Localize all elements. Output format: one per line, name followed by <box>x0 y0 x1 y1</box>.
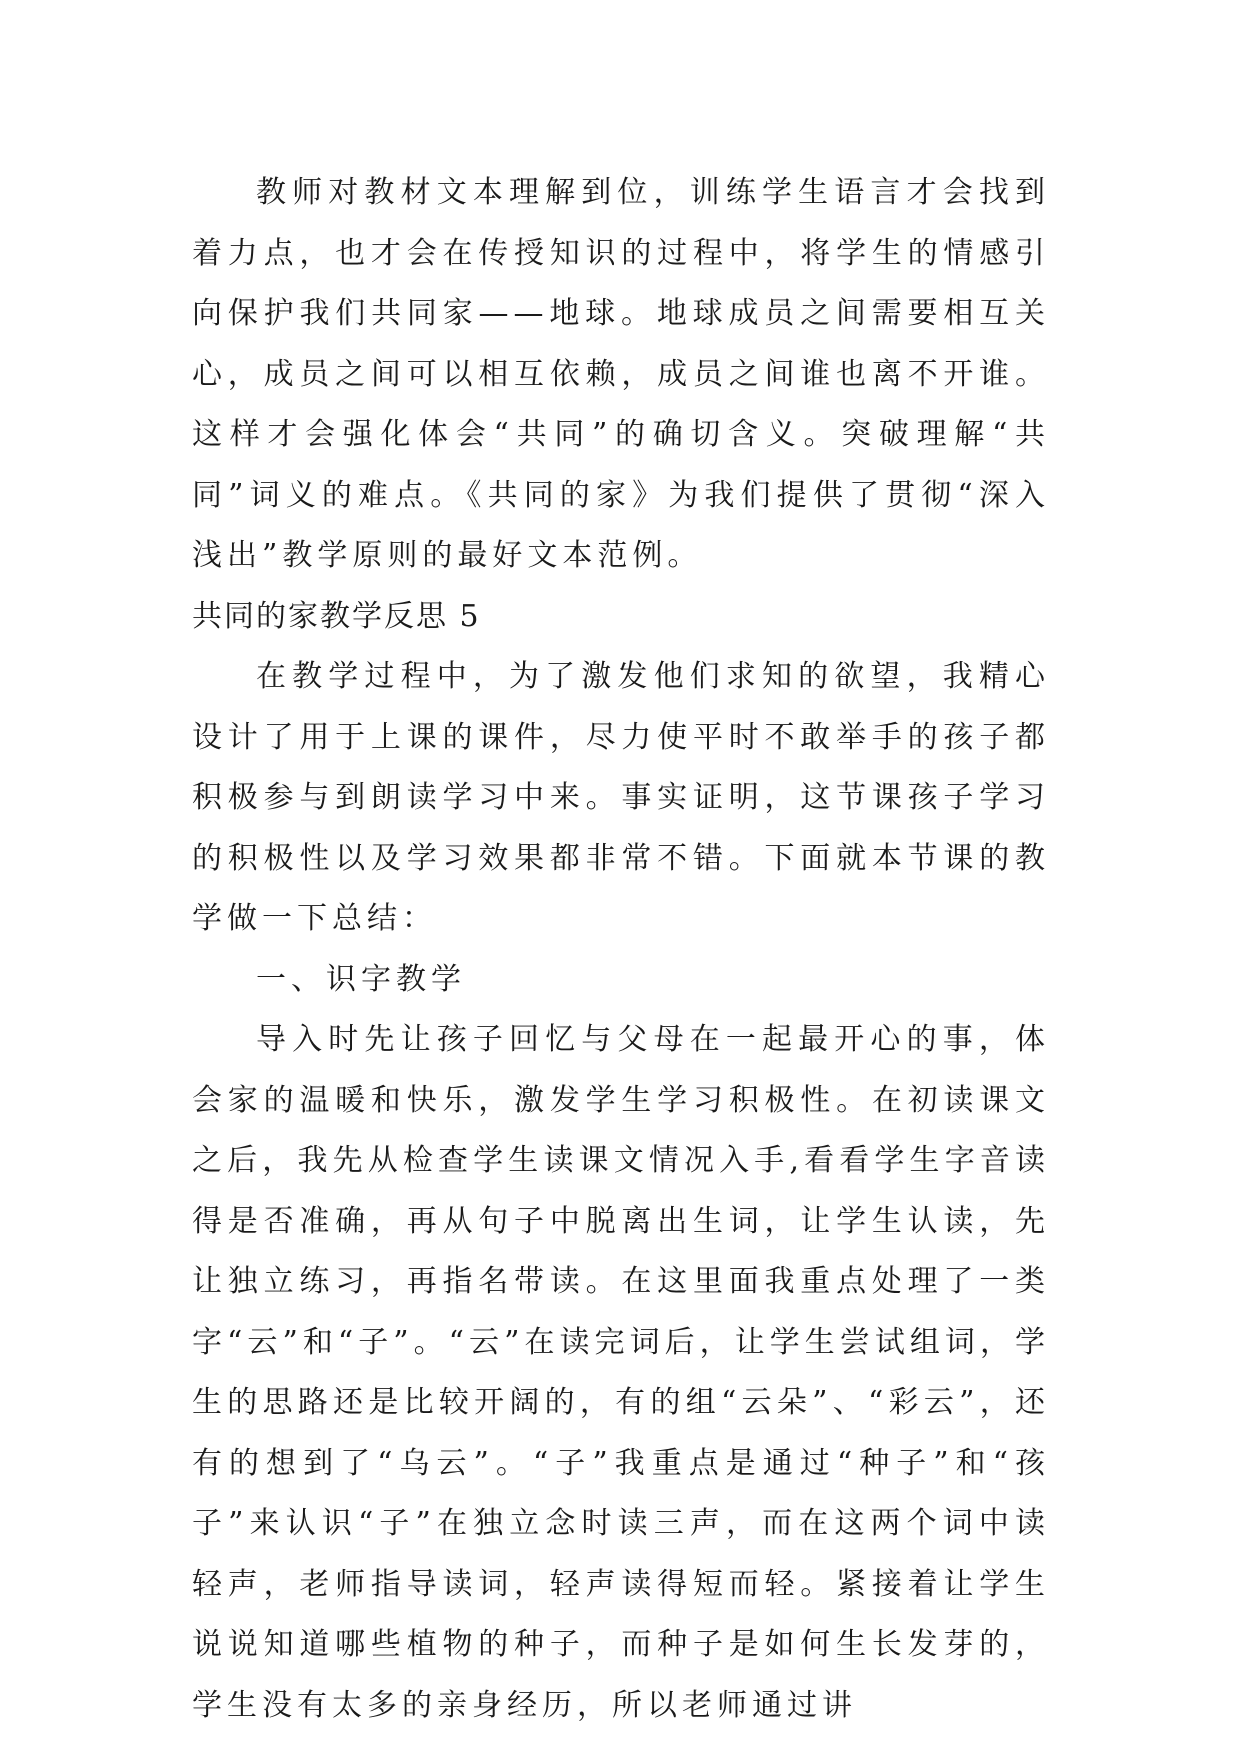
subsection-title: 一、识字教学 <box>256 961 466 997</box>
body-paragraph: 导入时先让孩子回忆与父母在一起最开心的事，体会家的温暖和快乐，激发学生学习积极性。在初读课文之后，我先从检查学生读课文情况入手,看看学生字音读得是否准确，再从句子中脱离出生词，让学生认读，先让独立练习，再指名带读。在这里面我重点处理了一类字“云”和“子”。“云”在读完词后，让学生尝试组词，学生的思路还是比较开阔的，有的组“云朵”、“彩云”，还有的想到了“乌云”。“子”我重点是通过“种子”和“孩子”来认识“子”在独立念时读三声，而在这两个词中读轻声，老师指导读词，轻声读得短而轻。紧接着让学生说说知道哪些植物的种子，而种子是如何生长发芽的，学生没有太多的亲身经历，所以老师通过讲 <box>192 1022 1050 1723</box>
document-page <box>192 163 1050 1736</box>
section-title: 共同的家教学反思 5 <box>192 598 481 634</box>
body-paragraph: 在教学过程中，为了激发他们求知的欲望，我精心设计了用于上课的课件，尽力使平时不敢举手的孩子都积极参与到朗读学习中来。事实证明，这节课孩子学习的积极性以及学习效果都非常不错。下面就本节课的教学做一下总结： <box>192 659 1050 936</box>
body-paragraph: 教师对教材文本理解到位，训练学生语言才会找到着力点，也才会在传授知识的过程中，将学生的情感引向保护我们共同家——地球。地球成员之间需要相互关心，成员之间可以相互依赖，成员之间谁也离不开谁。这样才会强化体会“共同”的确切含义。突破理解“共同”词义的难点。《共同的家》为我们提供了贯彻“深入浅出”教学原则的最好文本范例。 <box>192 175 1050 573</box>
